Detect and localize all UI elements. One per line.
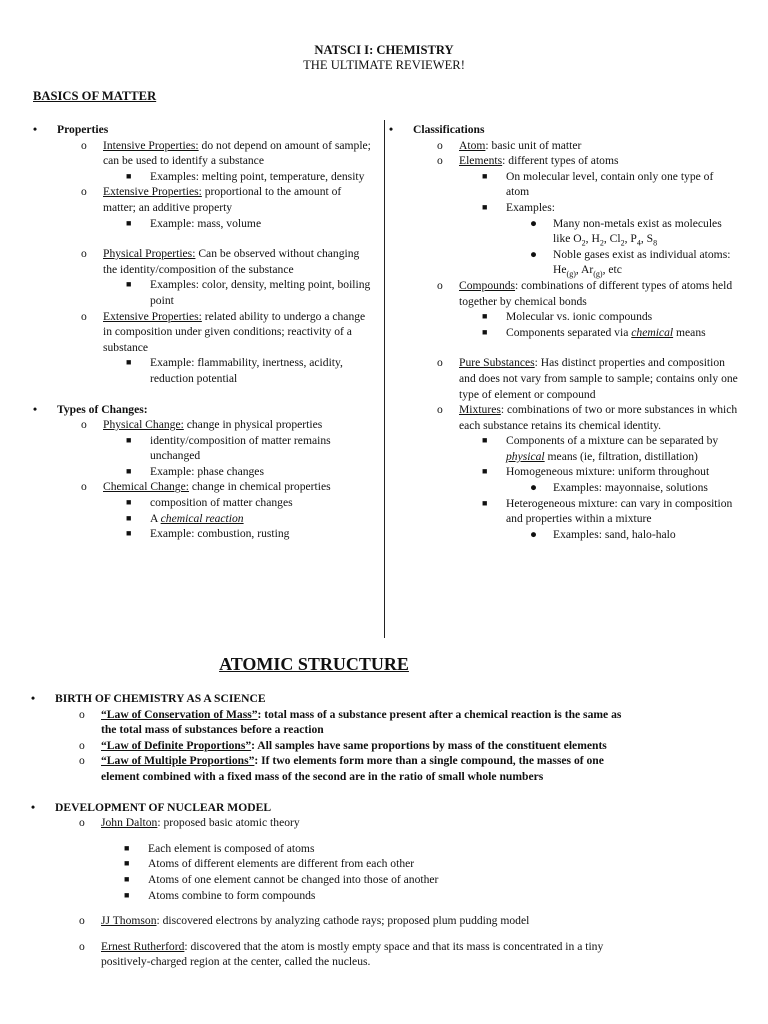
column-divider (384, 120, 385, 638)
section-heading-basics: BASICS OF MATTER (33, 89, 157, 103)
list-item: • Properties (33, 122, 375, 138)
list-item: ■ Examples: color, density, melting point, boiling point (126, 278, 371, 307)
list-item: • BIRTH OF CHEMISTRY AS A SCIENCE (31, 691, 631, 707)
list-item: ■ A chemical reaction (126, 511, 244, 525)
list-item: • DEVELOPMENT OF NUCLEAR MODEL (31, 800, 631, 816)
list-item: ■ Examples: melting point, temperature, density (126, 169, 365, 183)
list-item: o Ernest Rutherford: discovered that the atom is mostly empty space and that its mass is concentrated in a tiny positively-charged region at the center, called the nucleus. (79, 939, 604, 969)
atomic-section (31, 691, 631, 970)
list-item: o Mixtures: combinations of two or more substances in which each substance retains its chemical identity. (437, 403, 738, 432)
list-item: ■ Example: flammability, inertness, acidity, reduction potential (126, 356, 343, 385)
section-heading-atomic: ATOMIC STRUCTURE (219, 654, 409, 674)
document-subtitle: THE ULTIMATE REVIEWER! (303, 58, 465, 72)
list-item: ■ Each element is composed of atoms (124, 841, 315, 855)
list-item: • Types of Changes: (33, 402, 375, 418)
list-item: ■ Example: phase changes (126, 464, 264, 478)
list-item: o Intensive Properties: do not depend on amount of sample; can be used to identify a substance (81, 138, 371, 168)
left-column (33, 122, 375, 542)
list-item: o “Law of Multiple Proportions”: If two elements form more than a single compound, the masses of one element combined with a fixed mass of the second are in the ratio of small whole numbers (79, 754, 604, 783)
list-item: o JJ Thomson: discovered electrons by analyzing cathode rays; proposed plum pudding model (79, 914, 530, 928)
list-item: o Physical Properties: Can be observed without changing the identity/composition of the substance (81, 247, 360, 276)
list-item: o Pure Substances: Has distinct properties and composition and does not vary from sample to sample; contains only one type of element or compound (437, 356, 738, 401)
list-item: ■ Components separated via chemical means (482, 325, 706, 339)
list-item: o Atom: basic unit of matter (437, 138, 582, 152)
list-item: ■ composition of matter changes (126, 496, 293, 510)
list-item: ■ Atoms of one element cannot be changed into those of another (124, 872, 439, 886)
list-item: ■ Molecular vs. ionic compounds (482, 310, 653, 324)
list-item: o Extensive Properties: proportional to the amount of matter; an additive property (81, 185, 342, 214)
list-item: ■ Atoms of different elements are different from each other (124, 857, 415, 871)
list-item: ● Examples: sand, halo-halo (530, 527, 676, 541)
list-item: o “Law of Definite Proportions”: All samples have same proportions by mass of the constituent elements (79, 738, 607, 752)
list-item: ■ Examples: (482, 200, 555, 214)
list-item: o “Law of Conservation of Mass”: total mass of a substance present after a chemical reaction is the same as the total mass of substances before a reaction (79, 707, 622, 737)
list-item: ■ identity/composition of matter remains unchanged (126, 433, 331, 463)
list-item: ■ Components of a mixture can be separated by physical means (ie, filtration, distillation) (482, 434, 719, 463)
list-item: ■ Atoms combine to form compounds (124, 888, 316, 902)
list-item: ● Examples: mayonnaise, solutions (530, 481, 708, 495)
list-item: ■ Homogeneous mixture: uniform throughout (482, 465, 710, 479)
list-item: o John Dalton: proposed basic atomic theory (79, 816, 300, 830)
right-column (389, 122, 739, 542)
list-item: o Chemical Change: change in chemical properties (81, 480, 331, 494)
list-item: ■ Example: mass, volume (126, 216, 262, 230)
list-item: ■ On molecular level, contain only one type of atom (482, 169, 714, 199)
list-item: o Compounds: combinations of different types of atoms held together by chemical bonds (437, 278, 733, 308)
list-item: ■ Example: combustion, rusting (126, 527, 290, 541)
list-item: • Classifications (389, 122, 739, 138)
document-title: NATSCI I: CHEMISTRY (314, 43, 454, 57)
list-item: o Extensive Properties: related ability to undergo a change in composition under given conditions; reactivity of a substance (81, 309, 366, 354)
list-item: ■ Heterogeneous mixture: can vary in composition and properties within a mixture (482, 496, 733, 526)
list-item: ● Many non-metals exist as molecules like $O_2$, $H_2$, $Cl_2$, $P_4$, $S_8$ (530, 216, 722, 248)
list-item: o Elements: different types of atoms (437, 154, 619, 168)
document-header (0, 43, 768, 73)
list-item: ● Noble gases exist as individual atoms: $He_{(g)}$, $Ar_{(g)}$, etc (530, 247, 731, 279)
list-item: o Physical Change: change in physical properties (81, 418, 323, 432)
